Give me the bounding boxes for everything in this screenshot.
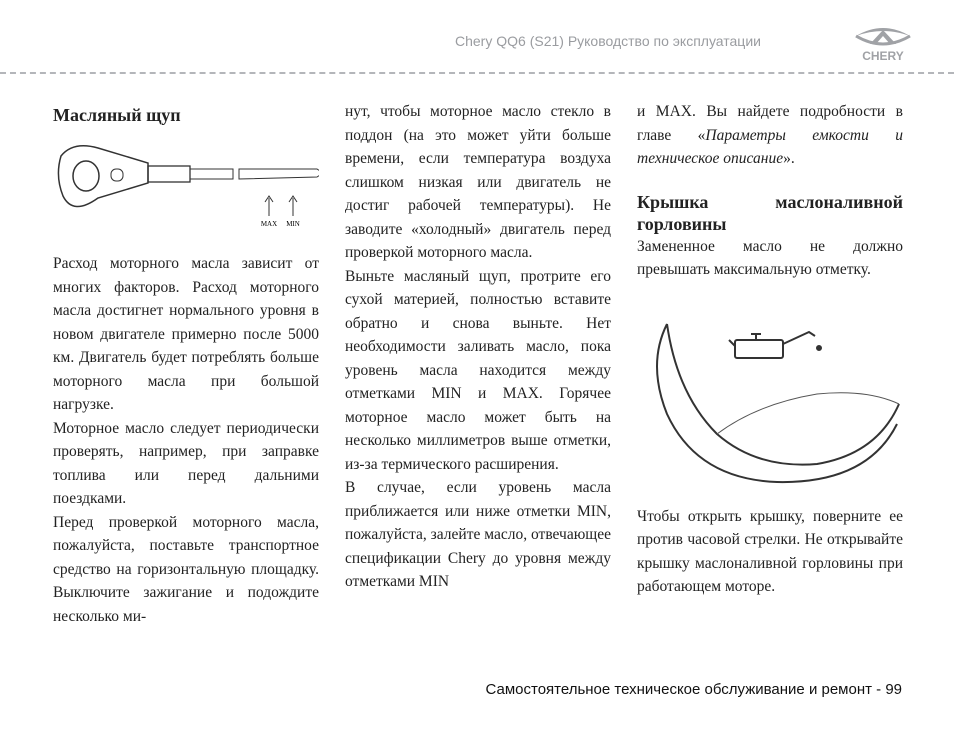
section-heading-oil-cap: Крышка маслоналивной горловины	[637, 191, 903, 234]
header-divider	[0, 72, 954, 74]
paragraph: Выньте масляный щуп, протрите его сухой материей, полностью вставите обратно и снова выньте. Нет необходимости заливать масло, пока уровень масла находится между отметками MIN и MAX. Горячее моторное масло может быть на несколько миллиметров выше отметки, из-за термического расширения.	[345, 267, 611, 473]
paragraph: Перед проверкой моторного масла, пожалуйста, поставьте транспортное средство на горизонтальную площадку. Выключите зажигание и подождите несколько ми-	[53, 513, 319, 625]
oil-cap-illustration	[637, 304, 903, 489]
paragraph: Замененное масло не должно превышать максимальную отметку.	[637, 237, 903, 278]
paragraph	[637, 100, 903, 171]
paragraph: В случае, если уровень масла приближается или ниже отметки MIN, пожалуйста, залейте масло, отвечающее спецификации Chery до уровня между отметками MIN	[345, 479, 611, 590]
intro-text: и MAX. Вы найдете подробности в главе «	[637, 103, 903, 144]
paragraph: нут, чтобы моторное масло стекло в поддон (на это может уйти больше времени, если температура воздуха слишком низкая или двигатель не достиг рабочей температуры). Не заводите «холодный» двигатель перед проверкой моторного масла.	[345, 103, 611, 261]
chery-logo	[850, 22, 916, 64]
column-1	[53, 104, 319, 628]
column-2	[345, 100, 611, 594]
min-label: MIN	[286, 220, 300, 228]
page-footer: Самостоятельное техническое обслуживание и ремонт - 99	[485, 681, 902, 698]
column-3	[637, 100, 903, 599]
oil-can-icon	[729, 332, 821, 358]
chapter-reference: Параметры емкости и техническое описание	[637, 126, 903, 167]
header-title: Chery QQ6 (S21) Руководство по эксплуатации	[455, 33, 761, 49]
svg-text:CHERY: CHERY	[862, 49, 904, 63]
max-label: MAX	[260, 220, 278, 228]
paragraph: Чтобы открыть крышку, поверните ее против часовой стрелки. Не открывайте крышку маслоналивной горловины при работающем моторе.	[637, 507, 903, 595]
dipstick-illustration	[53, 136, 319, 236]
section-heading-dipstick: Масляный щуп	[53, 105, 181, 125]
paragraph: Расход моторного масла зависит от многих факторов. Расход моторного масла достигнет нормального уровня в новом двигателе примерно после 5000 км. Двигатель будет потреблять больше моторного масла при большой нагрузке.	[53, 255, 319, 413]
intro-end: ».	[783, 150, 795, 167]
paragraph: Моторное масло следует периодически проверять, например, при заправке топлива или перед дальними поездками.	[53, 419, 319, 507]
